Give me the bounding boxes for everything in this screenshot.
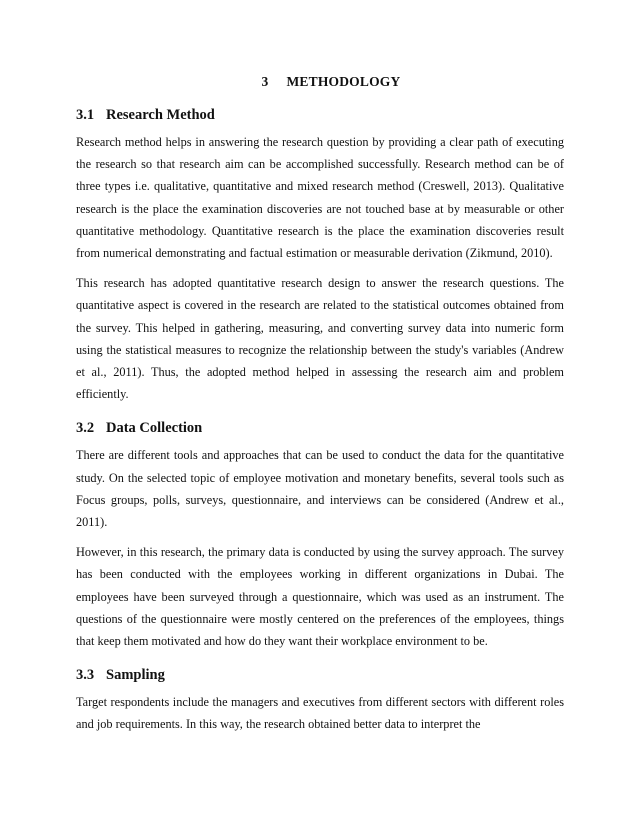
paragraph: Research method helps in answering the research question by providing a clear path of executing the research so that research aim can be accomplished successfully. Research method can be of three types i.e. qualitative, quantitative and mixed research method (Creswell, 2013). Qualitative research is the place the examination discoveries are not touched base at by measurable or other quantitative methodology. Quantitative research is the place the examination discoveries result from numerical demonstrating and factual estimation or measurable derivation (Zikmund, 2010). [76,135,564,261]
section-data-collection [76,417,564,652]
paragraph: Target respondents include the managers and executives from different sectors with different roles and job requirements. In this way, the research obtained better data to interpret the [76,695,564,732]
section-heading [76,417,564,439]
chapter-title [12,74,638,90]
paragraph: There are different tools and approaches that can be used to conduct the data for the quantitative study. On the selected topic of employee motivation and monetary benefits, several tools such as Focus groups, polls, surveys, questionnaire, and interviews can be considered (Andrew et al., 2011). [76,448,564,530]
paragraph: However, in this research, the primary data is conducted by using the survey approach. The survey has been conducted with the employees working in different organizations in Dubai. The employees have been surveyed through a questionnaire, which was used as an instrument. The questions of the questionnaire were mostly centered on the preferences of the employees, things that keep them motivated and how do they want their workplace environment to be. [76,545,564,649]
section-title: Research Method [106,107,215,123]
section-heading [76,664,564,686]
section-number: 3.1 [76,107,95,123]
section-heading [76,104,564,126]
section-number: 3.2 [76,420,95,437]
document-body [76,104,564,736]
section-number: 3.3 [76,667,95,684]
section-title: Data Collection [106,420,203,437]
section-title: Sampling [106,667,165,684]
chapter-number: 3 [261,74,269,89]
paragraph: This research has adopted quantitative research design to answer the research questions. The quantitative aspect is covered in the research are related to the statistical outcomes obtained from the survey. This helped in gathering, measuring, and converting survey data into numeric form using the statistical measures to recognize the relationship between the study's variables (Andrew et al., 2011). Thus, the adopted method helped in assessing the research aim and problem efficiently. [76,276,564,402]
chapter-title-text: METHODOLOGY [286,74,401,89]
section-research-method [76,104,564,405]
section-sampling [76,664,564,735]
